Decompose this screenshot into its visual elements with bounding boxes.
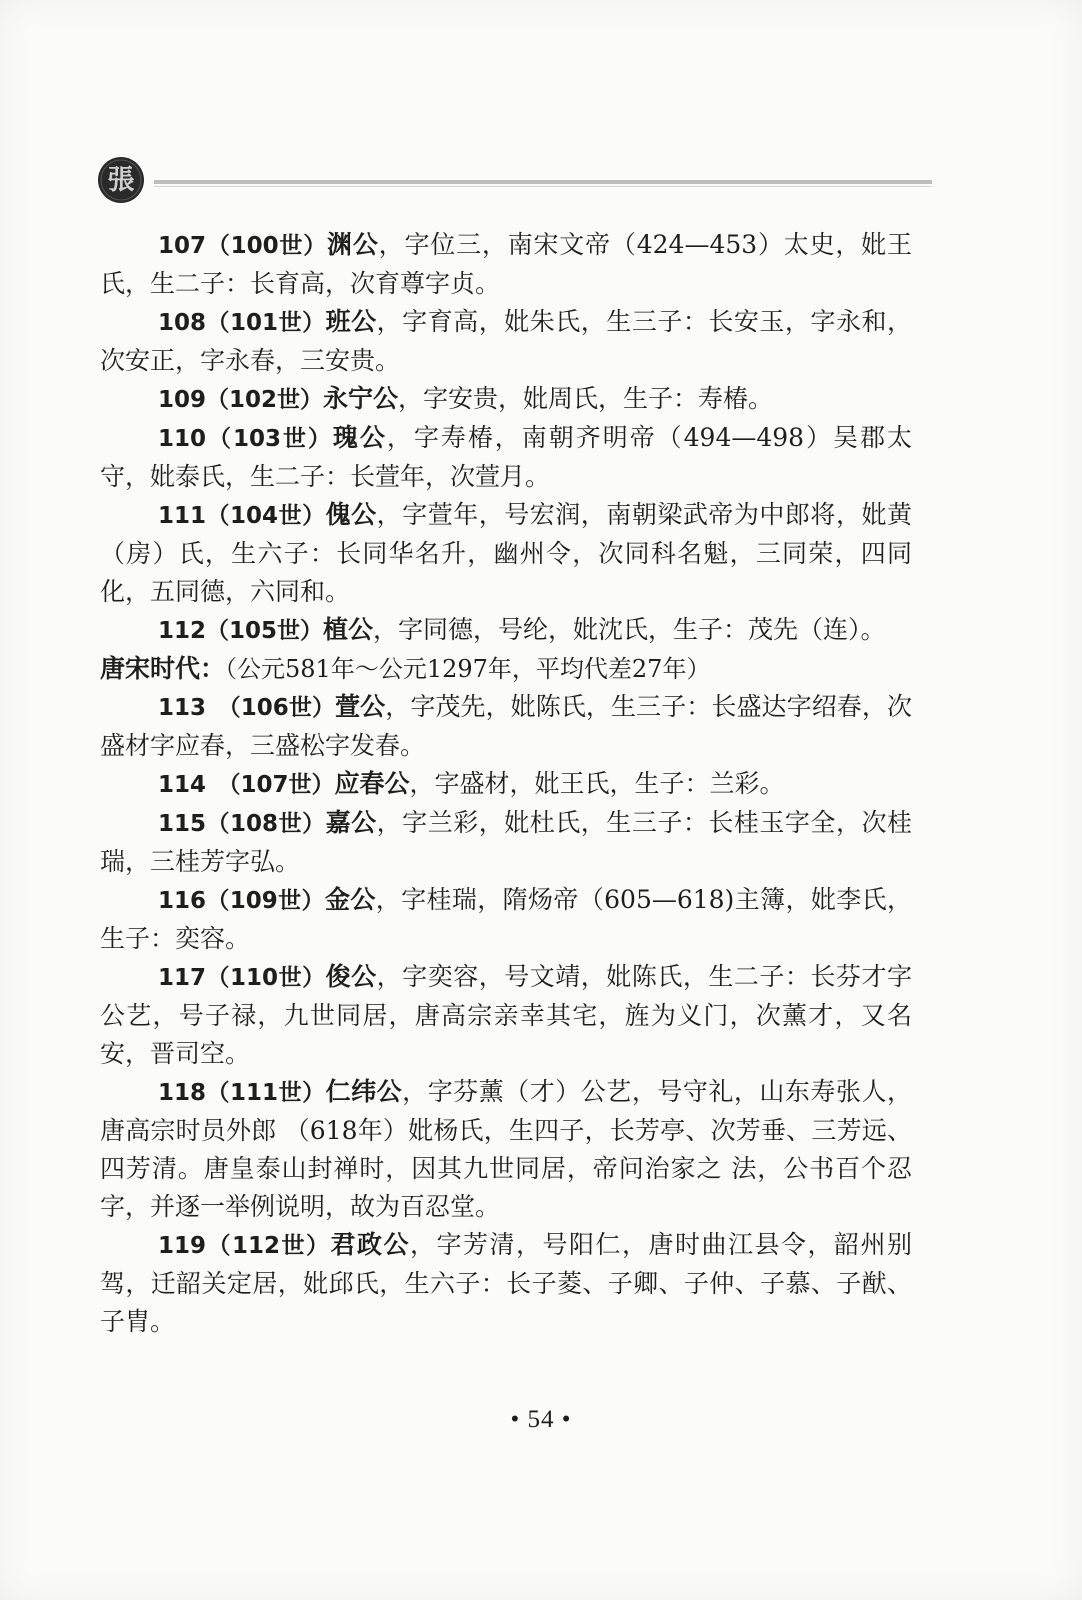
entry-text: ，字芳清，号阳仁，唐时曲江县令，韶州别驾，迁韶关定居，妣邱氏，生六子：长子菱、子卿、子仲、子慕、子猷、子胄。 (100, 1230, 912, 1336)
era-heading (100, 650, 912, 688)
entry-118: 118（111世）仁纬公，字芬薰（才）公艺，号守礼，山东寿张人，唐高宗时员外郎 （618年）妣杨氏，生四子，长芳亭、次芳垂、三芳远、四芳清。唐皇泰山封禅时，因其九世同居，帝问治家之 法，公书百个忍字，并逐一举例说明，故为百忍堂。 (100, 1077, 912, 1221)
entry-108: 108（101世）班公，字育高，妣朱氏，生三子：长安玉，字永和，次安正，字永春，三安贵。 (100, 307, 912, 375)
entry-name: 植公 (323, 615, 374, 644)
entry-107: 107（100世）渊公，字位三，南宋文帝（424—453）太史，妣王氏，生二子：长育高，次育尊字贞。 (100, 230, 912, 298)
entry-text: ，字桂瑞，隋炀帝（605—618)主簿，妣李氏，生子：奕容。 (100, 885, 912, 953)
zhang-seal-logo (96, 155, 146, 205)
entry-115: 115（108世）嘉公，字兰彩，妣杜氏，生三子：长桂玉字全，次桂瑞，三桂芳字弘。 (100, 808, 912, 876)
entry-name: 金公 (324, 885, 376, 914)
entry-name: 仁纬公 (325, 1077, 403, 1106)
header-rule-thin (154, 186, 932, 187)
entry-name: 班公 (325, 307, 377, 336)
entry-text: ，字同德，号纶，妣沈氏，生子：茂先（连）。 (373, 615, 886, 644)
entry-119: 119（112世）君政公，字芳清，号阳仁，唐时曲江县令，韶州别驾，迁韶关定居，妣邱氏，生六子：长子菱、子卿、子仲、子慕、子猷、子胄。 (100, 1230, 912, 1336)
entry-117: 117（110世）俊公，字奕容，号文靖，妣陈氏，生二子：长芬才字公艺，号子禄，九世同居，唐高宗亲幸其宅，旌为义门，次薰才，又名安，晋司空。 (100, 962, 912, 1068)
genealogy-text (100, 226, 912, 1341)
entry-text: ，字育高，妣朱氏，生三子：长安玉，字永和，次安正，字永春，三安贵。 (100, 307, 912, 375)
entry-113: 113 （106世）萱公，字茂先，妣陈氏，生三子：长盛达字绍春，次盛材字应春，三盛松字发春。 (100, 692, 912, 760)
entry-text: ，字萱年，号宏润，南朝梁武帝为中郎将，妣黄（房）氏，生六子：长同华名升，幽州令，次同科名魁，三同荣，四同化，五同德，六同和。 (100, 500, 912, 606)
entry-110: 110（103世）瑰公，字寿椿，南朝齐明帝（494—498）吴郡太守，妣泰氏，生二子：长萱年，次萱月。 (100, 423, 912, 491)
entry-text: ，字盛材，妣王氏，生子：兰彩。 (409, 769, 785, 798)
entry-text: ，字位三，南宋文帝（424—453）太史，妣王氏，生二子：长育高，次育尊字贞。 (100, 230, 912, 298)
entry-112: 112（105世）植公，字同德，号纶，妣沈氏，生子：茂先（连）。 (158, 615, 886, 644)
entry-name: 君政公 (330, 1230, 411, 1259)
entry-text: ，字奕容，号文靖，妣陈氏，生二子：长芬才字公艺，号子禄，九世同居，唐高宗亲幸其宅，旌为义门，次薰才，又名安，晋司空。 (100, 962, 912, 1068)
entry-text: ，字安贵，妣周氏，生子：寿椿。 (398, 384, 774, 413)
entry-name: 俊公 (325, 962, 377, 991)
entry-name: 应春公 (334, 769, 410, 798)
entry-111: 111（104世）傀公，字萱年，号宏润，南朝梁武帝为中郎将，妣黄（房）氏，生六子：长同华名升，幽州令，次同科名魁，三同荣，四同化，五同德，六同和。 (100, 500, 912, 606)
entry-name: 萱公 (335, 692, 386, 721)
era-note: （公元581年～公元1297年，平均代差27年） (225, 655, 711, 683)
entry-109: 109（102世）永宁公，字安贵，妣周氏，生子：寿椿。 (158, 384, 774, 413)
header-rule (154, 180, 932, 184)
entry-116: 116（109世）金公，字桂瑞，隋炀帝（605—618)主簿，妣李氏，生子：奕容。 (100, 885, 912, 953)
entry-114: 114 （107世）应春公，字盛材，妣王氏，生子：兰彩。 (158, 769, 785, 798)
entry-text: ，字兰彩，妣杜氏，生三子：长桂玉字全，次桂瑞，三桂芳字弘。 (100, 808, 912, 876)
page-number: • 54 • (510, 1406, 572, 1433)
entry-name: 瑰公 (332, 423, 387, 452)
entry-name: 永宁公 (323, 384, 399, 413)
entry-name: 傀公 (325, 500, 377, 529)
era-label: 唐宋时代： (100, 654, 226, 683)
entry-text: ，字寿椿，南朝齐明帝（494—498）吴郡太守，妣泰氏，生二子：长萱年，次萱月。 (100, 423, 912, 491)
page-header (96, 155, 936, 207)
entry-text: ，字芬薰（才）公艺，号守礼，山东寿张人，唐高宗时员外郎 （618年）妣杨氏，生四子，长芳亭、次芳垂、三芳远、四芳清。唐皇泰山封禅时，因其九世同居，帝问治家之 法，公书百个忍字，并逐一举例说明，故为百忍堂。 (100, 1077, 912, 1221)
entry-name: 渊公 (327, 230, 379, 259)
entry-text: ，字茂先，妣陈氏，生三子：长盛达字绍春，次盛材字应春，三盛松字发春。 (100, 692, 912, 760)
seal-char: 張 (107, 165, 135, 196)
entry-name: 嘉公 (325, 808, 377, 837)
